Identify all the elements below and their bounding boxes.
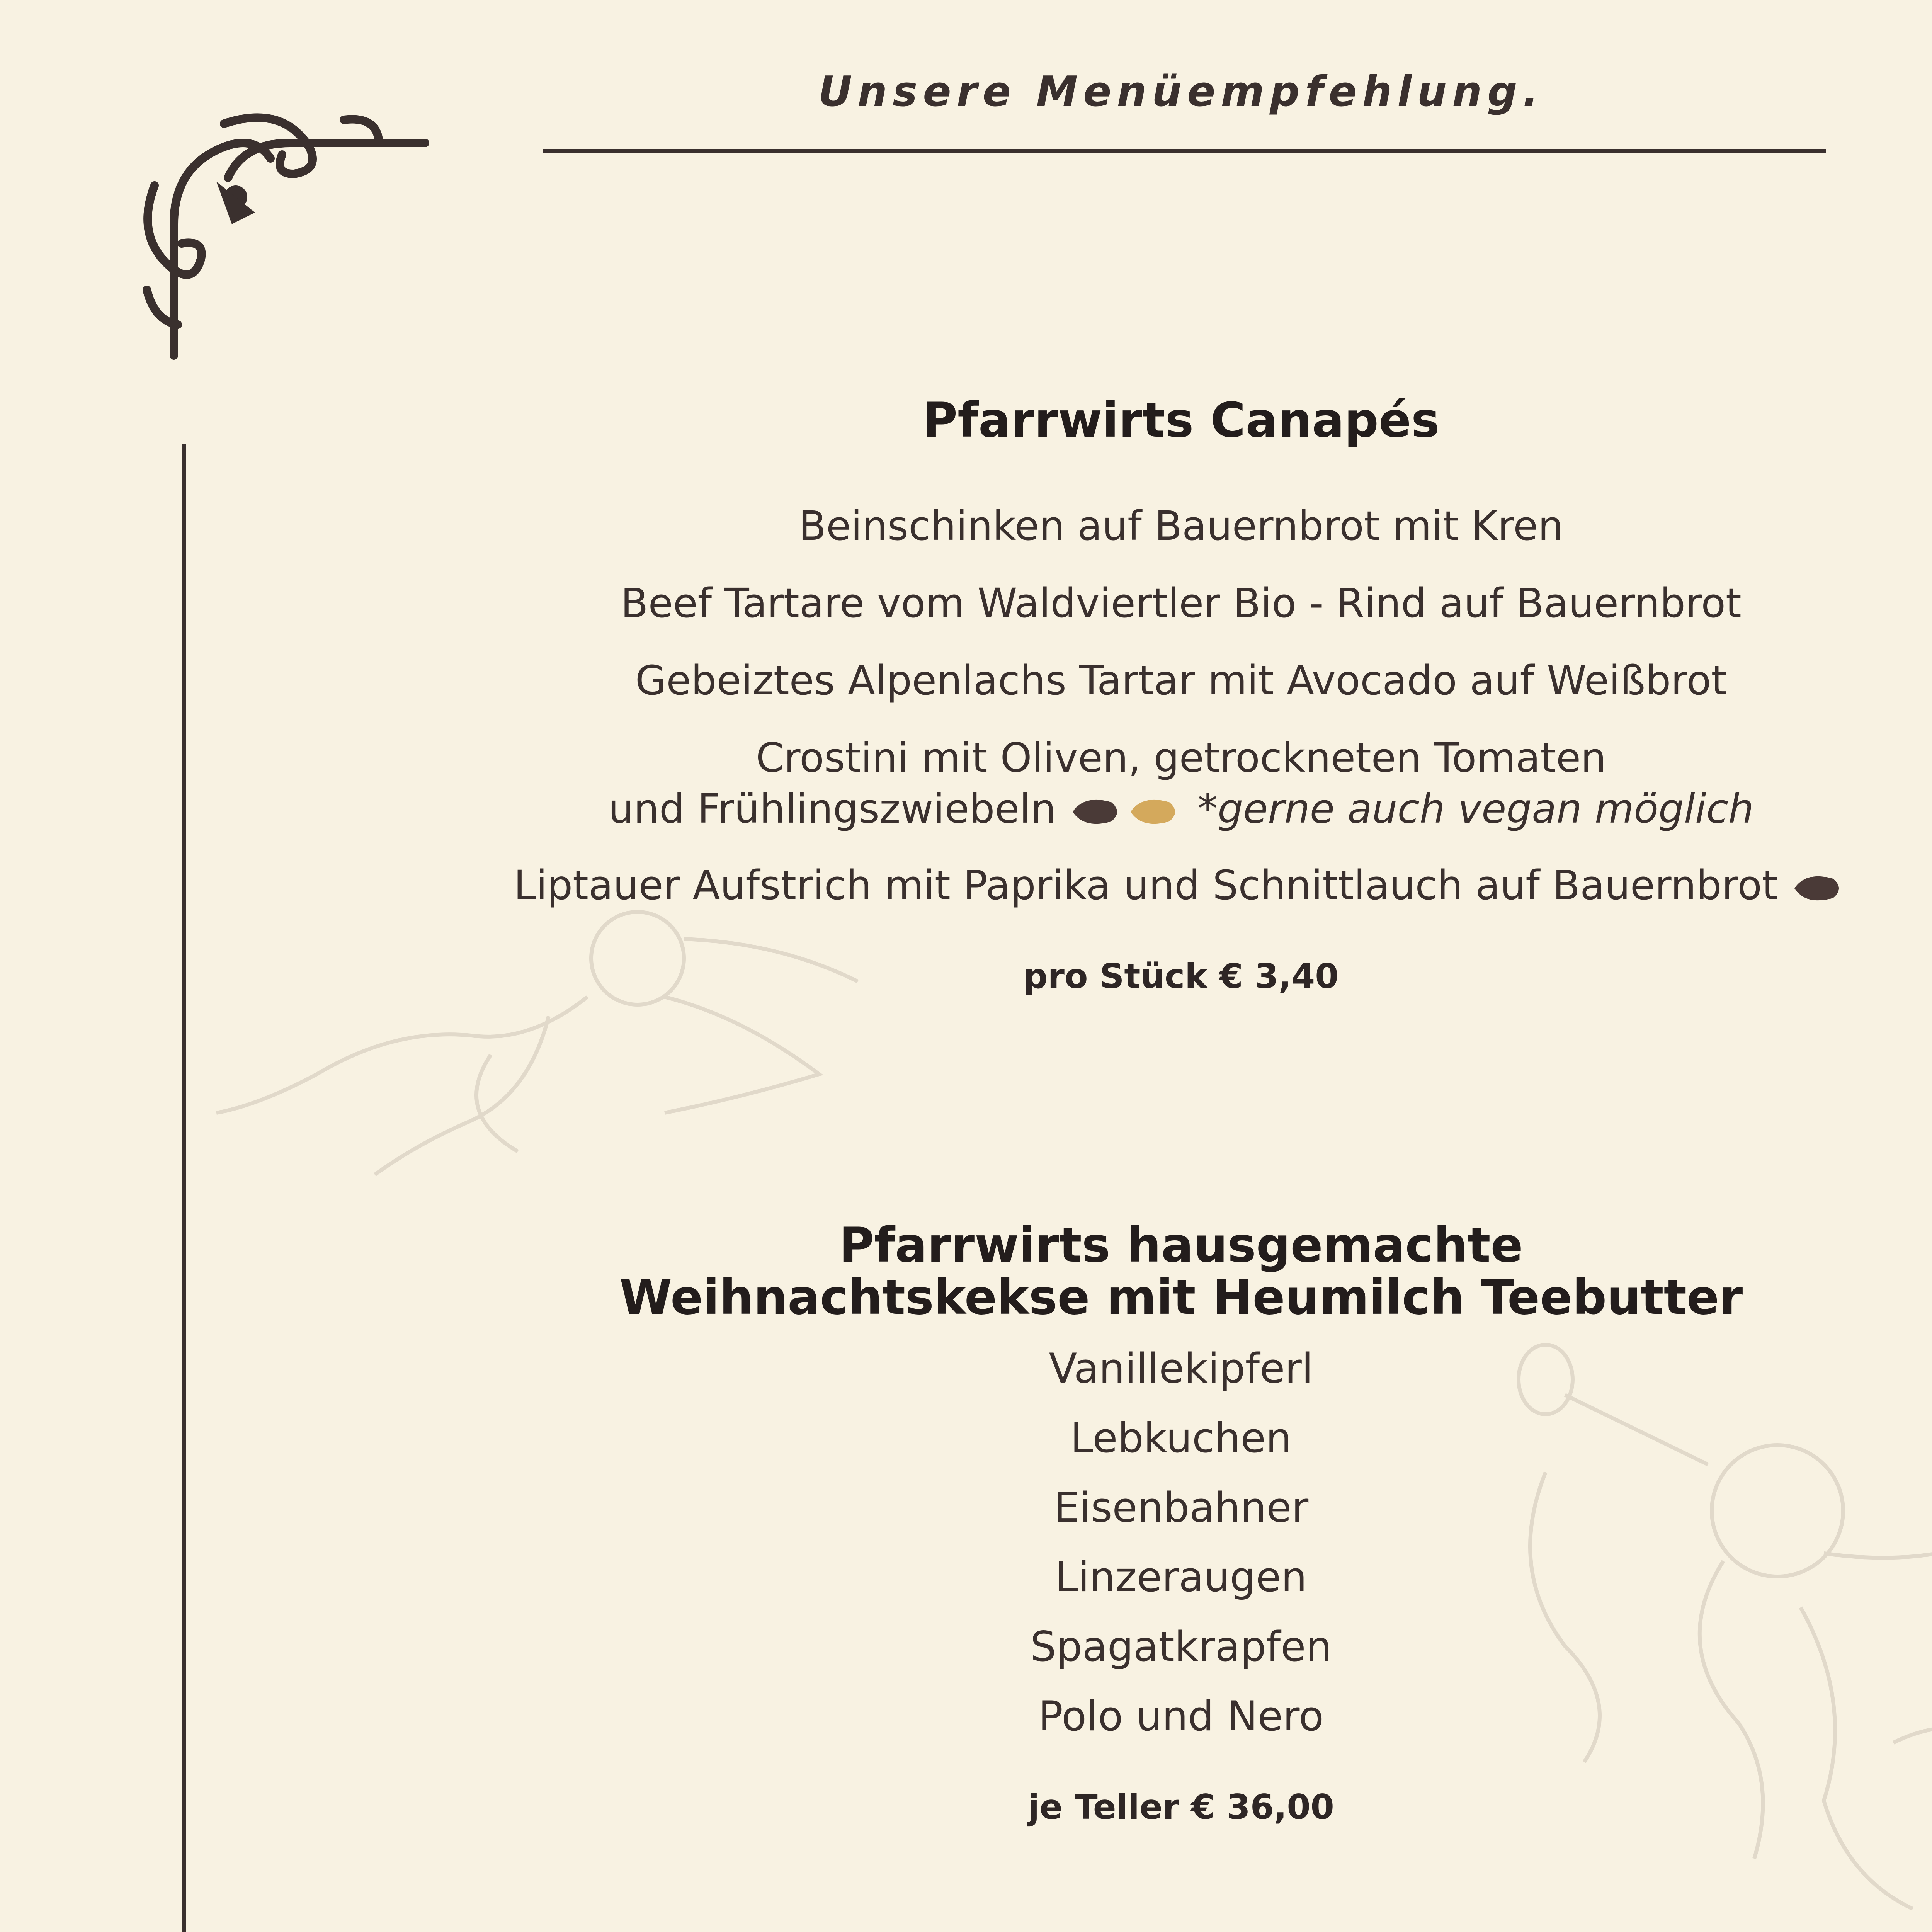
cookie-item: Linzeraugen: [1055, 1553, 1307, 1601]
vegetarian-leaf-icon: [1791, 871, 1849, 906]
menu-item: Beef Tartare vom Waldviertler Bio - Rind auf Bauernbrot: [621, 580, 1742, 627]
cookie-item: Polo und Nero: [1038, 1692, 1324, 1740]
canapes-price: pro Stück € 3,40: [1023, 956, 1339, 996]
menu-item: Beinschinken auf Bauernbrot mit Kren: [798, 502, 1564, 549]
cookie-item: Spagatkrapfen: [1030, 1623, 1332, 1670]
menu-item-crostini-line2: [0, 785, 1932, 832]
corner-ornament-icon: [128, 108, 437, 363]
menu-item-liptauer: [0, 862, 1932, 909]
vegan-note: *gerne auch vegan möglich: [1197, 785, 1754, 832]
menu-header-title: Unsere Menüempfehlung.: [818, 68, 1544, 116]
header-divider: [543, 149, 1826, 153]
section-cookies-title-line2: Weihnachtskekse mit Heumilch Teebutter: [619, 1270, 1743, 1325]
menu-item: und Frühlingszwiebeln: [608, 785, 1056, 832]
menu-item: Gebeiztes Alpenlachs Tartar mit Avocado auf Weißbrot: [635, 657, 1727, 704]
menu-item: Liptauer Aufstrich mit Paprika und Schnittlauch auf Bauernbrot: [514, 862, 1778, 909]
angel-violin-illustration: [201, 881, 896, 1182]
section-cookies-title-line1: Pfarrwirts hausgemachte: [839, 1218, 1523, 1273]
cookie-item: Lebkuchen: [1070, 1414, 1292, 1462]
vegetarian-leaf-icon: [1069, 794, 1127, 829]
vegan-leaf-icon: [1127, 794, 1185, 829]
cookie-item: Eisenbahner: [1053, 1484, 1309, 1531]
section-canapes-title: Pfarrwirts Canapés: [922, 393, 1440, 448]
menu-item: Crostini mit Oliven, getrockneten Tomaten: [756, 734, 1606, 781]
cookies-price: je Teller € 36,00: [1028, 1787, 1334, 1827]
cookie-item: Vanillekipferl: [1049, 1345, 1313, 1392]
